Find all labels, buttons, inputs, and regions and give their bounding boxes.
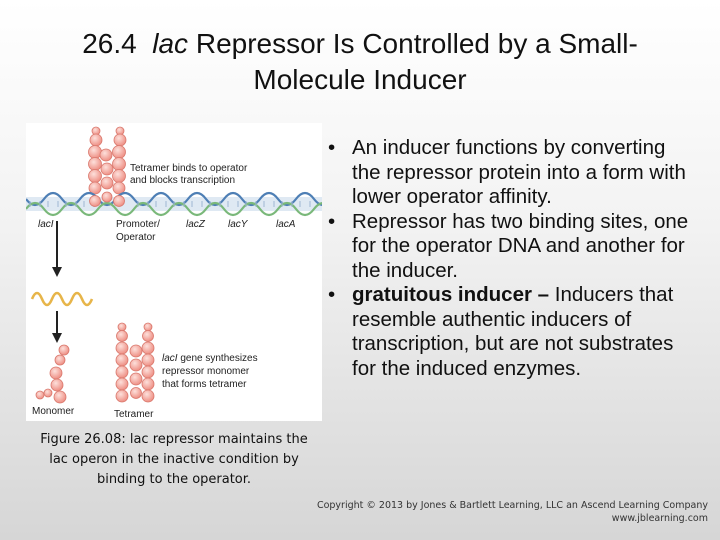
- label-laca: lacA: [276, 219, 296, 230]
- arrow-down-icon-2: [52, 311, 62, 343]
- figure-svg: [26, 123, 322, 421]
- slide-title: [20, 26, 700, 98]
- title-italic-word: lac: [152, 28, 189, 59]
- bound-tetramer-icon: [89, 127, 127, 194]
- lac-repressor-figure: [26, 123, 322, 421]
- copyright-notice: [317, 499, 708, 525]
- dna-helix-icon: [26, 192, 322, 215]
- bullet-dot-icon: •: [328, 136, 336, 159]
- label-gene-synth-italic: lacI: [162, 353, 178, 364]
- title-line1-rest: Repressor Is Controlled by a Small-: [195, 28, 638, 59]
- label-lacz: lacZ: [186, 219, 205, 230]
- label-tetramer-binds-1: Tetramer binds to operator: [130, 163, 248, 174]
- bullet-dot-icon: •: [328, 283, 336, 306]
- bullet-list: [328, 136, 698, 381]
- label-gene-synth-2: repressor monomer: [162, 366, 250, 377]
- title-line2: Molecule Inducer: [253, 64, 467, 95]
- label-gene-synth-rest: gene synthesizes: [177, 353, 258, 364]
- caption-line-3: binding to the operator.: [96, 472, 252, 487]
- label-promoter: Promoter/: [116, 219, 160, 230]
- mrna-wave-icon: [32, 293, 92, 305]
- bullet-item-inducer: [328, 136, 698, 210]
- label-lacy: lacY: [228, 219, 248, 230]
- title-number: 26.4: [82, 28, 137, 59]
- bullet-text: Repressor has two binding sites, one for the operator DNA and another for the inducer.: [352, 209, 689, 282]
- publisher-url: www.jblearning.com: [611, 513, 708, 524]
- bullet-dot-icon: •: [328, 209, 336, 233]
- label-gene-synth-3: that forms tetramer: [162, 379, 247, 390]
- bullet-item-gratuitous-inducer: [328, 283, 698, 381]
- label-tetramer: Tetramer: [114, 409, 154, 420]
- label-gene-synth-1: [162, 353, 258, 364]
- label-monomer: Monomer: [32, 406, 75, 417]
- label-tetramer-binds-2: and blocks transcription: [130, 175, 236, 186]
- bullet-text: An inducer functions by converting the repressor protein into a form with lower operator affinity.: [352, 136, 686, 208]
- bullet-item-binding-sites: [328, 210, 698, 284]
- label-operator: Operator: [116, 232, 156, 243]
- figure-caption: [26, 430, 322, 490]
- monomer-icon: [36, 345, 69, 403]
- caption-line-1: Figure 26.08: lac repressor maintains the: [40, 432, 308, 447]
- caption-line-2: lac operon in the inactive condition by: [49, 452, 299, 467]
- copyright-line: Copyright © 2013 by Jones & Bartlett Learning, LLC an Ascend Learning Company: [316, 500, 708, 511]
- bullet-bold-term: gratuitous inducer –: [352, 283, 550, 306]
- bullet-text: Inducers that resemble authentic inducers of transcription, but are not substrates for the induced enzymes.: [352, 283, 674, 380]
- tetramer-icon: [116, 323, 154, 402]
- label-laci: lacI: [38, 219, 54, 230]
